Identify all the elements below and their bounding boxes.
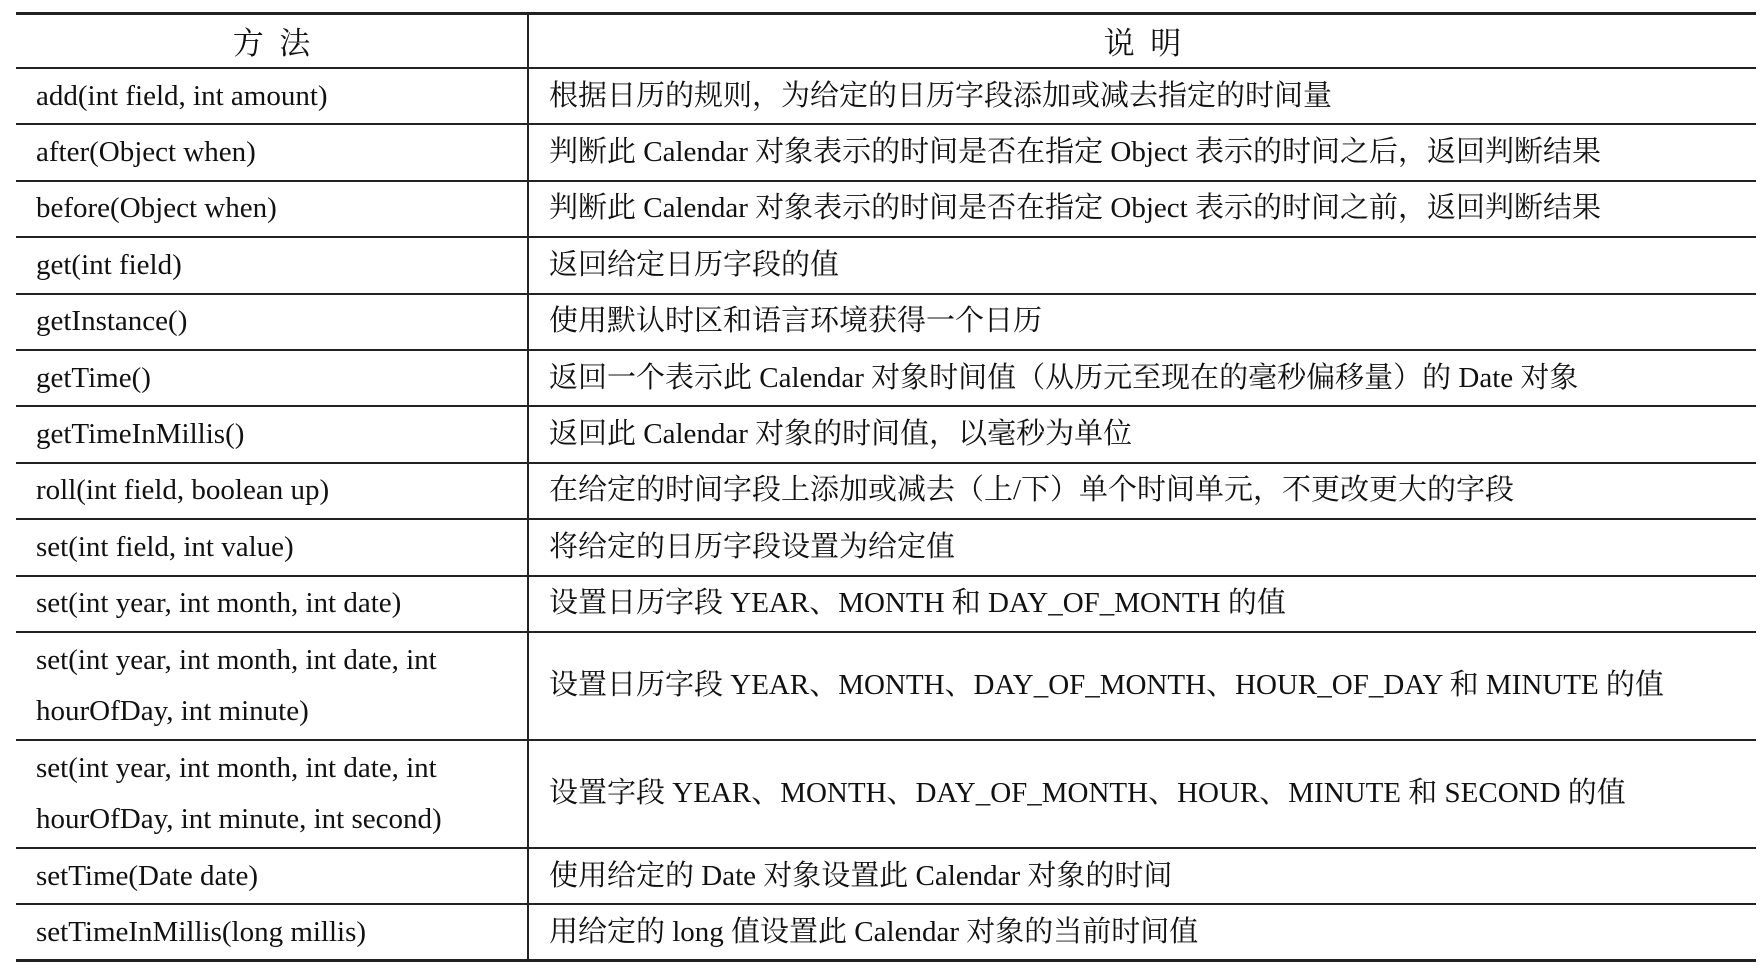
table-row <box>16 350 1756 406</box>
table-row <box>16 237 1756 293</box>
table-row <box>16 181 1756 237</box>
method-cell: set(int year, int month, int date, int hourOfDay, int minute) <box>16 632 528 740</box>
method-cell: set(int year, int month, int date, int hourOfDay, int minute, int second) <box>16 740 528 848</box>
method-cell: getTimeInMillis() <box>16 406 528 462</box>
description-cell: 根据日历的规则，为给定的日历字段添加或减去指定的时间量 <box>528 68 1756 124</box>
calendar-methods-table <box>16 14 1756 962</box>
description-cell: 在给定的时间字段上添加或减去（上/下）单个时间单元，不更改更大的字段 <box>528 463 1756 519</box>
table-row <box>16 68 1756 124</box>
method-cell: roll(int field, boolean up) <box>16 463 528 519</box>
description-cell: 判断此 Calendar 对象表示的时间是否在指定 Object 表示的时间之后，返回判断结果 <box>528 124 1756 180</box>
column-header-description-label: 说 明 <box>1103 26 1182 61</box>
description-cell: 设置日历字段 YEAR、MONTH 和 DAY_OF_MONTH 的值 <box>528 576 1756 632</box>
column-header-method-label: 方 法 <box>232 26 311 61</box>
calendar-methods-table-container <box>16 14 1756 962</box>
column-header-description <box>528 14 1756 68</box>
table-top-rule <box>16 12 1756 15</box>
table-row <box>16 576 1756 632</box>
description-cell: 返回一个表示此 Calendar 对象时间值（从历元至现在的毫秒偏移量）的 Date 对象 <box>528 350 1756 406</box>
table-body <box>16 68 1756 961</box>
method-cell: add(int field, int amount) <box>16 68 528 124</box>
description-cell: 返回给定日历字段的值 <box>528 237 1756 293</box>
table-row <box>16 740 1756 848</box>
description-cell: 使用给定的 Date 对象设置此 Calendar 对象的时间 <box>528 848 1756 904</box>
method-cell: getTime() <box>16 350 528 406</box>
method-cell: get(int field) <box>16 237 528 293</box>
description-cell: 返回此 Calendar 对象的时间值，以毫秒为单位 <box>528 406 1756 462</box>
method-cell: set(int year, int month, int date) <box>16 576 528 632</box>
method-cell: set(int field, int value) <box>16 519 528 575</box>
description-cell: 将给定的日历字段设置为给定值 <box>528 519 1756 575</box>
method-cell: before(Object when) <box>16 181 528 237</box>
description-cell: 用给定的 long 值设置此 Calendar 对象的当前时间值 <box>528 904 1756 960</box>
table-row <box>16 904 1756 960</box>
method-cell: setTime(Date date) <box>16 848 528 904</box>
column-header-method <box>16 14 528 68</box>
description-cell: 判断此 Calendar 对象表示的时间是否在指定 Object 表示的时间之前，返回判断结果 <box>528 181 1756 237</box>
method-cell: after(Object when) <box>16 124 528 180</box>
table-header <box>16 14 1756 68</box>
method-cell: setTimeInMillis(long millis) <box>16 904 528 960</box>
table-row <box>16 632 1756 740</box>
description-cell: 使用默认时区和语言环境获得一个日历 <box>528 294 1756 350</box>
method-cell: getInstance() <box>16 294 528 350</box>
table-row <box>16 519 1756 575</box>
table-row <box>16 406 1756 462</box>
header-row <box>16 14 1756 68</box>
table-row <box>16 124 1756 180</box>
table-row <box>16 463 1756 519</box>
description-cell: 设置日历字段 YEAR、MONTH、DAY_OF_MONTH、HOUR_OF_DAY 和 MINUTE 的值 <box>528 632 1756 740</box>
table-row <box>16 294 1756 350</box>
description-cell: 设置字段 YEAR、MONTH、DAY_OF_MONTH、HOUR、MINUTE 和 SECOND 的值 <box>528 740 1756 848</box>
table-row <box>16 848 1756 904</box>
